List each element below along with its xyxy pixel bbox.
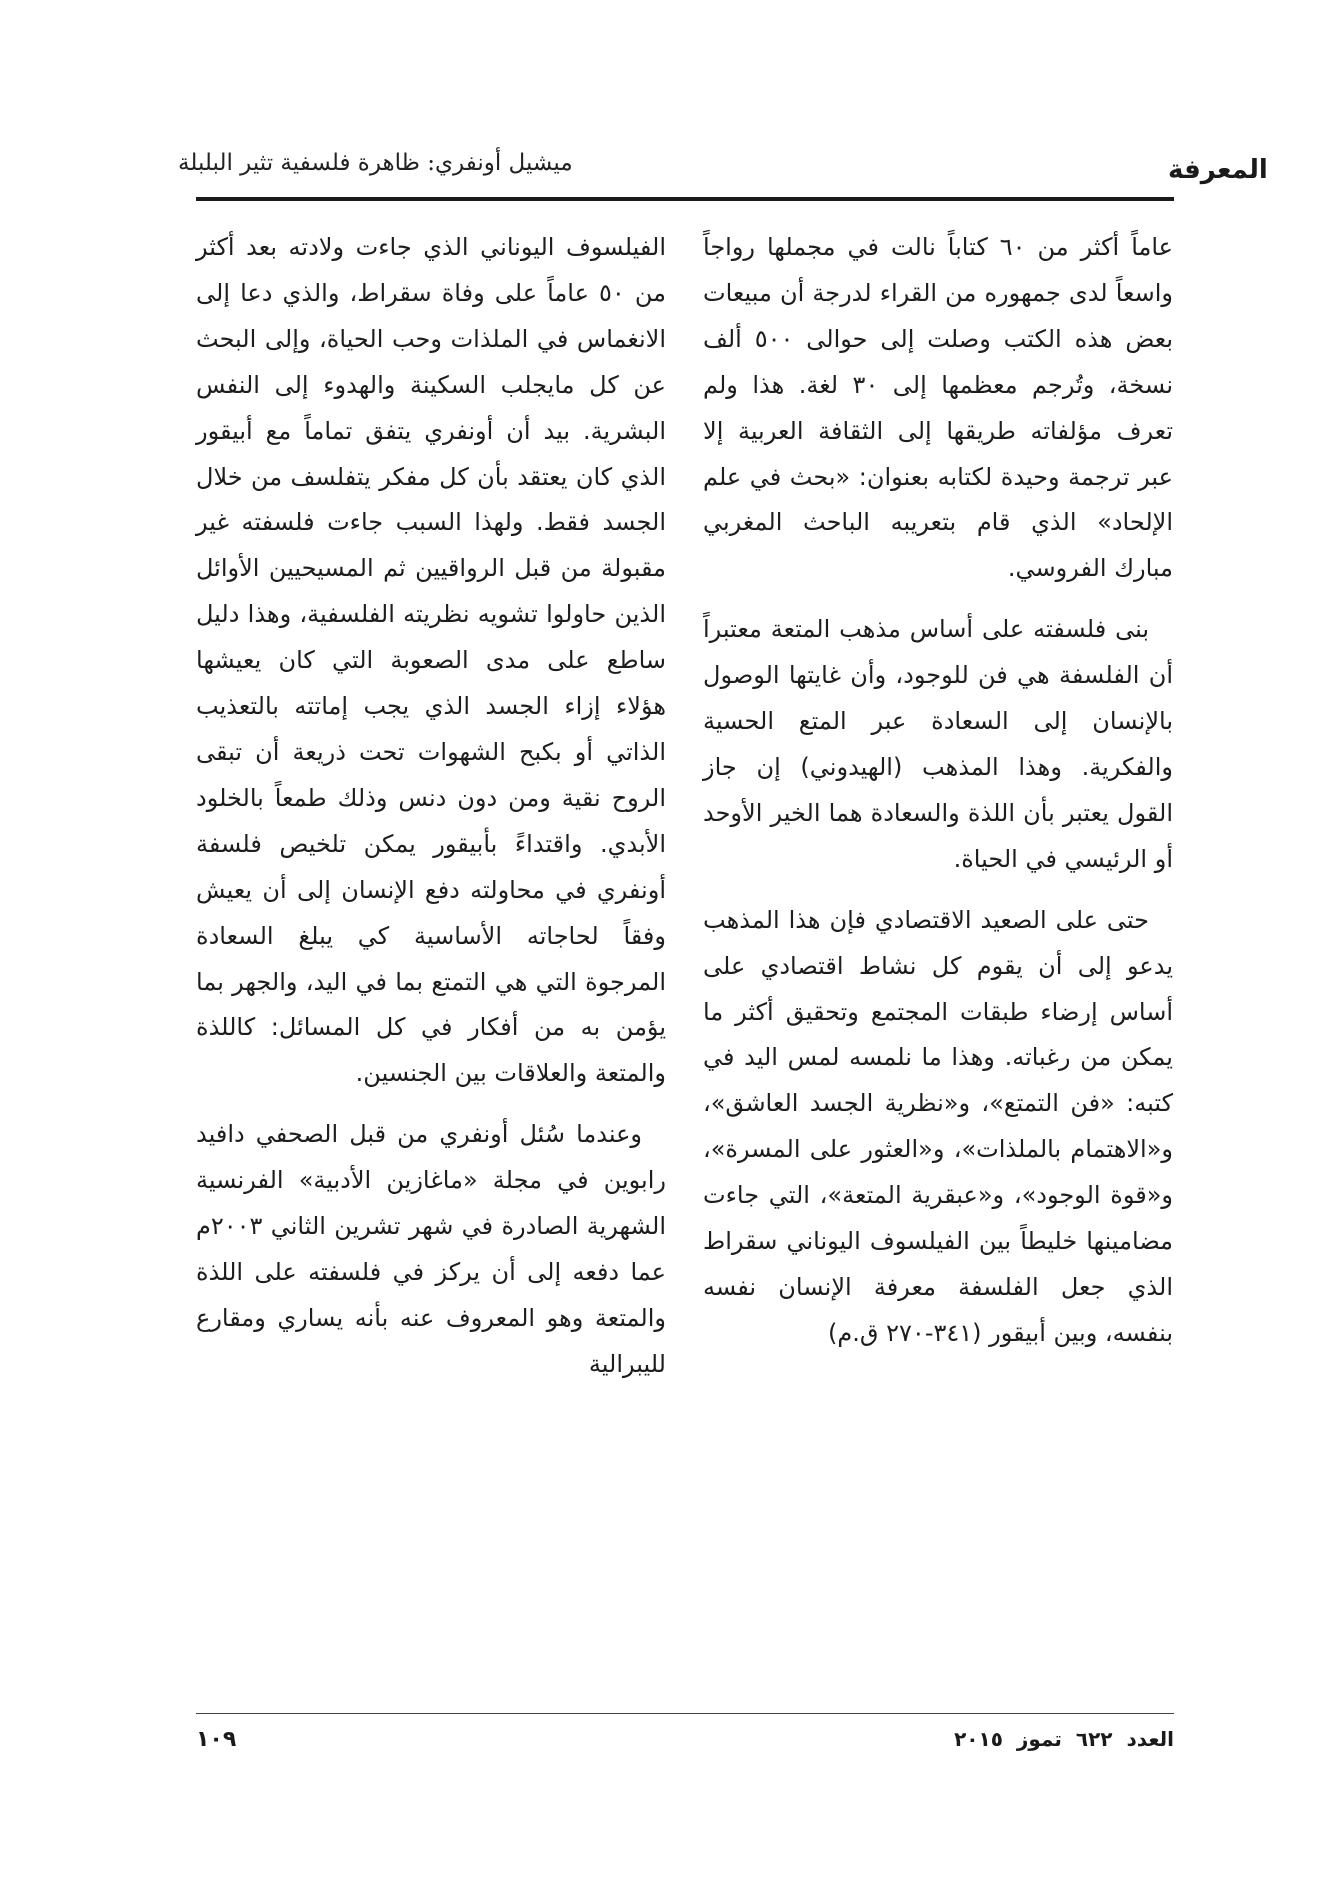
left-column — [196, 225, 666, 1388]
running-title: ميشيل أونفري: ظاهرة فلسفية تثير البلبلة — [178, 150, 573, 176]
logo-text: المعرفة — [1168, 155, 1268, 185]
issue-info — [880, 1727, 1174, 1751]
issue-number: ٦٢٢ — [1075, 1727, 1113, 1751]
footer-divider — [196, 1713, 1174, 1714]
issue-year: ٢٠١٥ — [954, 1727, 1003, 1751]
paragraph: بنى فلسفته على أساس مذهب المتعة معتبراً أن الفلسفة هي فن للوجود، وأن غايتها الوصول بالإنسان إلى السعادة عبر المتع الحسية والفكرية. وهذا المذهب (الهيدوني) إن جاز القول يعتبر بأن اللذة والسعادة هما الخير الأوحد أو الرئيسي في الحياة. — [703, 615, 1173, 873]
page-number: ١٠٩ — [196, 1727, 237, 1752]
issue-label: العدد — [1126, 1727, 1174, 1751]
paragraph: وعندما سُئل أونفري من قبل الصحفي دافيد رابوين في مجلة «ماغازين الأدبية» الفرنسية الشهرية الصادرة في شهر تشرين الثاني ٢٠٠٣م عما دفعه إلى أن يركز في فلسفته على اللذة والمتعة وهو المعروف عنه بأنه يساري ومقارع لليبرالية — [196, 1120, 666, 1378]
paragraph: حتى على الصعيد الاقتصادي فإن هذا المذهب يدعو إلى أن يقوم كل نشاط اقتصادي على أساس إرضاء طبقات المجتمع وتحقيق أكثر ما يمكن من رغباته. وهذا ما نلمسه لمس اليد في كتبه: «فن التمتع»، و«نظرية الجسد العاشق»، و«الاهتمام بالملذات»، و«العثور على المسرة»، و«قوة الوجود»، و«عبقرية المتعة»، التي جاءت مضامينها خليطاً بين الفيلسوف اليوناني سقراط الذي جعل الفلسفة معرفة الإنسان نفسه بنفسه، وبين أبيقور (٣٤١-٢٧٠ ق.م) — [703, 905, 1173, 1347]
magazine-logo — [1070, 148, 1268, 188]
issue-month: تموز — [1016, 1727, 1062, 1751]
header-divider — [196, 197, 1174, 201]
right-column — [703, 225, 1173, 1357]
paragraph: عاماً أكثر من ٦٠ كتاباً نالت في مجملها رواجاً واسعاً لدى جمهوره من القراء لدرجة أن مبيعات بعض هذه الكتب وصلت إلى حوالى ٥٠٠ ألف نسخة، وتُرجم معظمها إلى ٣٠ لغة. هذا ولم تعرف مؤلفاته طريقها إلى الثقافة العربية إلا عبر ترجمة وحيدة لكتابه بعنوان: «بحث في علم الإلحاد» الذي قام بتعريبه الباحث المغربي مبارك الفروسي. — [703, 233, 1174, 583]
paragraph: الفيلسوف اليوناني الذي جاءت ولادته بعد أكثر من ٥٠ عاماً على وفاة سقراط، والذي دعا إلى الانغماس في الملذات وحب الحياة، وإلى البحث عن كل مايجلب السكينة والهدوء إلى النفس البشرية. بيد أن أونفري يتفق تماماً مع أبيقور الذي كان يعتقد بأن كل مفكر يتفلسف من خلال الجسد فقط. ولهذا السبب جاءت فلسفته غير مقبولة من قبل الرواقيين ثم المسيحيين الأوائل الذين حاولوا تشويه نظريته الفلسفية، وهذا دليل ساطع على مدى الصعوبة التي كان يعيشها هؤلاء إزاء الجسد الذي يجب إماتته بالتعذيب الذاتي أو بكبح الشهوات تحت ذريعة أن تبقى الروح نقية ومن دون دنس وذلك طمعاً بالخلود الأبدي. واقتداءً بأبيقور يمكن تلخيص فلسفة أونفري في محاولته دفع الإنسان إلى أن يعيش وفقاً لحاجاته الأساسية كي يبلغ السعادة المرجوة التي هي التمتع بما في اليد، والجهر بما يؤمن به من أفكار في كل المسائل: كاللذة والمتعة والعلاقات بين الجنسين. — [196, 233, 666, 1088]
